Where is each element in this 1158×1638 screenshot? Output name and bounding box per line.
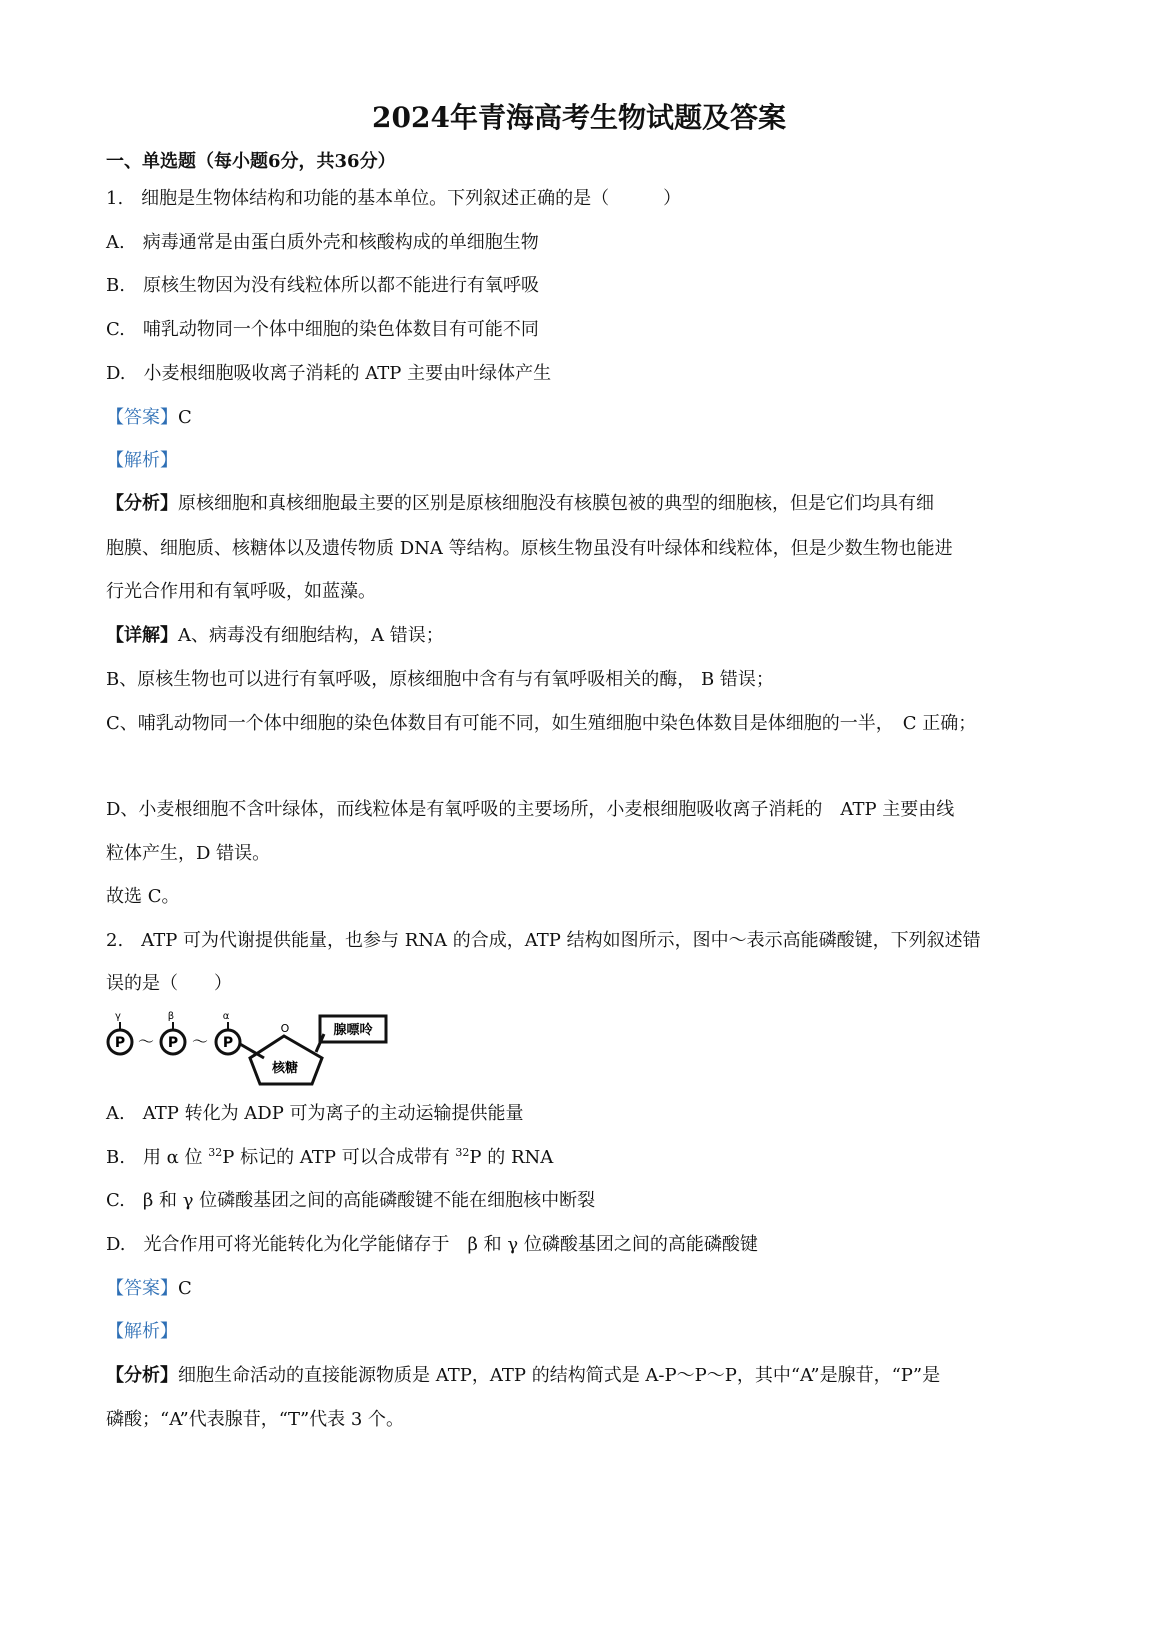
isotope-superscript-1: 32 xyxy=(208,1146,223,1159)
q1-xiangjie-line-4: D、小麦根细胞不含叶绿体，而线粒体是有氧呼吸的主要场所，小麦根细胞吸收离子消耗的 ATP 主要由线 xyxy=(106,799,955,820)
high-energy-bond-2: ～ xyxy=(191,1032,209,1051)
alpha-label: α xyxy=(222,1011,230,1022)
atp-structure-diagram xyxy=(104,1008,394,1096)
q2-option-c: C. β 和 γ 位磷酸基团之间的高能磷酸键不能在细胞核中断裂 xyxy=(106,1190,596,1211)
fenxi-label: 【分析】 xyxy=(106,1365,178,1386)
q2-fenxi-line-2: 磷酸；“A”代表腺苷，“T”代表 3 个。 xyxy=(106,1409,405,1430)
q2-option-a: A. ATP 转化为 ADP 可为离子的主动运输提供能量 xyxy=(106,1103,524,1124)
beta-label: β xyxy=(167,1011,175,1022)
ribose-ring xyxy=(250,1036,322,1084)
q1-xiangjie-line-3: C、哺乳动物同一个体中细胞的染色体数目有可能不同，如生殖细胞中染色体数目是体细胞的一半， C 正确； xyxy=(106,713,977,734)
xiangjie-text: A、病毒没有细胞结构，A 错误； xyxy=(178,625,444,646)
answer-label: 【答案】 xyxy=(106,407,178,428)
section-heading: 一、单选题（每小题6分，共36分） xyxy=(106,151,396,172)
q2-option-d: D. 光合作用可将光能转化为化学能储存于 β 和 γ 位磷酸基团之间的高能磷酸键 xyxy=(106,1234,758,1255)
q1-xiangjie-line-1 xyxy=(106,624,444,648)
q1-option-b: B. 原核生物因为没有线粒体所以都不能进行有氧呼吸 xyxy=(106,275,539,296)
question-2-stem-line-2: 误的是（ ） xyxy=(106,973,232,994)
question-1-stem: 1. 细胞是生物体结构和功能的基本单位。下列叙述正确的是（ ） xyxy=(106,188,682,209)
q1-fenxi-line-3: 行光合作用和有氧呼吸，如蓝藻。 xyxy=(106,581,376,602)
q2-option-b: B. 用 α 位 $^{32}$P 标记的 ATP 可以合成带有 $^{32}$P 的 RNA xyxy=(106,1146,554,1168)
fenxi-text: 细胞生命活动的直接能源物质是 ATP，ATP 的结构简式是 A-P～P～P，其中“A”是腺苷，“P”是 xyxy=(178,1365,941,1386)
q2-fenxi-line-1 xyxy=(106,1364,940,1388)
q1-fenxi-line-1 xyxy=(106,492,934,516)
q1-answer xyxy=(106,406,192,430)
q1-fenxi-line-2: 胞膜、细胞质、核糖体以及遗传物质 DNA 等结构。原核生物虽没有叶绿体和线粒体，但是少数生物也能进 xyxy=(106,538,953,559)
high-energy-bond-1: ～ xyxy=(137,1032,155,1051)
answer-value: C xyxy=(178,407,192,428)
phosphate-label-2: P xyxy=(167,1035,179,1051)
answer-value: C xyxy=(178,1278,192,1299)
fenxi-text: 原核细胞和真核细胞最主要的区别是原核细胞没有核膜包被的典型的细胞核，但是它们均具有细 xyxy=(178,493,934,514)
gamma-label: γ xyxy=(115,1011,121,1022)
phosphate-label-3: P xyxy=(222,1035,234,1051)
q1-analysis-label: 【解析】 xyxy=(106,450,178,471)
page-title: 2024年青海高考生物试题及答案 xyxy=(372,101,786,134)
xiangjie-label: 【详解】 xyxy=(106,625,178,646)
q1-xiangjie-line-5: 粒体产生，D 错误。 xyxy=(106,843,271,864)
q1-option-d: D. 小麦根细胞吸收离子消耗的 ATP 主要由叶绿体产生 xyxy=(106,363,552,384)
q1-option-c: C. 哺乳动物同一个体中细胞的染色体数目有可能不同 xyxy=(106,319,539,340)
q2-analysis-label: 【解析】 xyxy=(106,1321,178,1342)
q2-answer xyxy=(106,1277,192,1301)
q1-xiangjie-line-2: B、原核生物也可以进行有氧呼吸，原核细胞中含有与有氧呼吸相关的酶， B 错误； xyxy=(106,669,774,690)
q1-conclusion: 故选 C。 xyxy=(106,886,180,907)
phosphate-label-1: P xyxy=(114,1035,126,1051)
isotope-superscript-2: 32 xyxy=(455,1146,470,1159)
ring-oxygen-label: O xyxy=(280,1022,290,1035)
answer-label: 【答案】 xyxy=(106,1278,178,1299)
q1-option-a: A. 病毒通常是由蛋白质外壳和核酸构成的单细胞生物 xyxy=(106,232,539,253)
question-2-stem-line-1: 2. ATP 可为代谢提供能量，也参与 RNA 的合成，ATP 结构如图所示，图中～表示高能磷酸键，下列叙述错 xyxy=(106,930,981,951)
ribose-label: 核糖 xyxy=(271,1061,299,1076)
adenine-label: 腺嘌呤 xyxy=(333,1023,373,1038)
atp-diagram-svg xyxy=(104,1008,394,1092)
fenxi-label: 【分析】 xyxy=(106,493,178,514)
